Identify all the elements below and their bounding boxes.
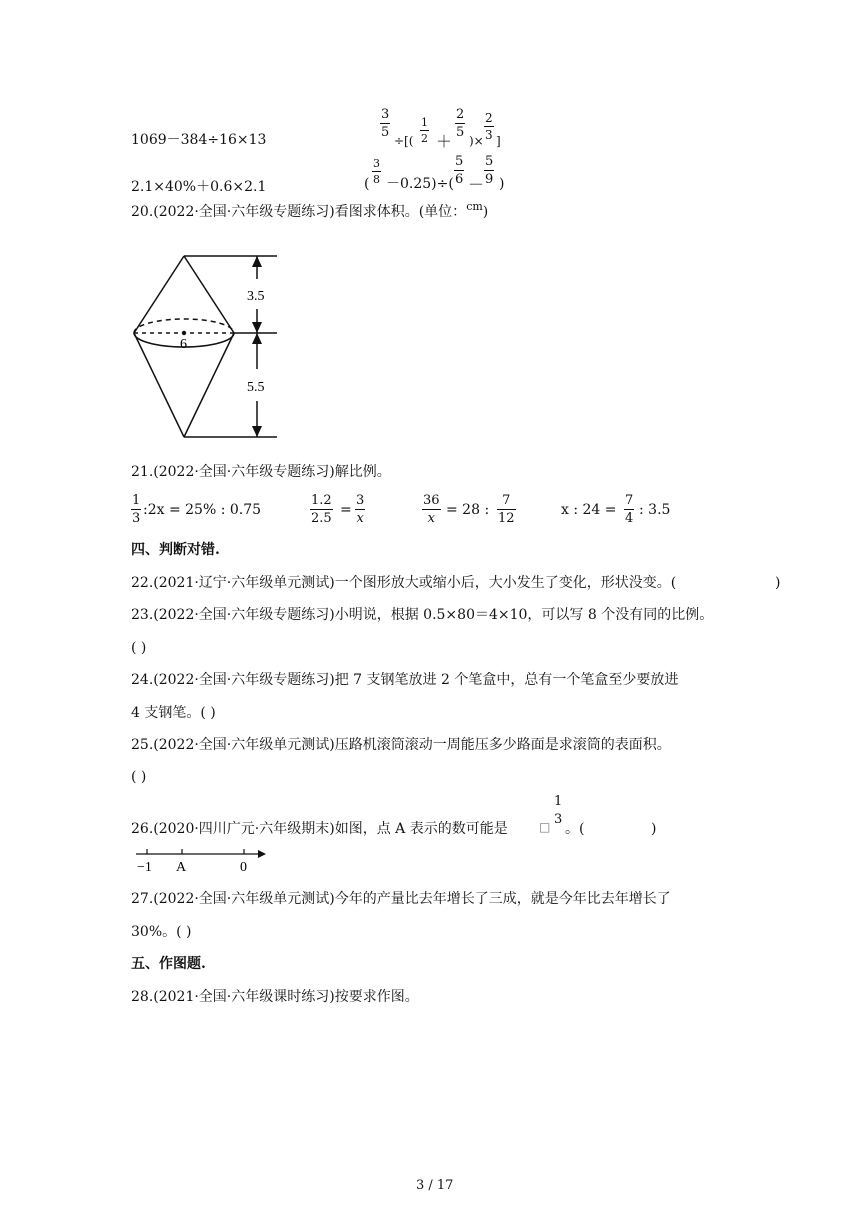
proportion-1: 1 3 :2x = 25% : 0.75: [132, 493, 262, 526]
fraction: 5 9: [485, 154, 494, 187]
fraction: 7 12: [498, 493, 515, 526]
expression-1: 1069－384÷16×13: [131, 132, 267, 148]
question-24-cont: 4 支钢笔。( ): [131, 705, 216, 721]
question-20: 20.(2022·全国·六年级专题练习)看图求体积。(单位：$^{cm}$): [131, 200, 489, 220]
fraction: 1 3: [132, 493, 141, 526]
question-23: 23.(2022·全国·六年级专题练习)小明说，根据 0.5×80＝4×10，可以写 8 个没有同的比例。: [131, 607, 714, 623]
proportion-3: 36 x = 28 : 7 12: [423, 493, 515, 526]
answer-blank: ( ): [131, 640, 147, 656]
double-cone-figure: [125, 245, 295, 450]
question-21: 21.(2022·全国·六年级专题练习)解比例。: [131, 464, 391, 480]
answer-bracket-open: 。(: [565, 821, 585, 837]
bottom-height-label: 5.5: [247, 380, 265, 395]
diameter-label: 6: [180, 337, 187, 352]
question-24: 24.(2022·全国·六年级专题练习)把 7 支钢笔放进 2 个笔盒中，总有一个笔盒至少要放进: [131, 672, 679, 688]
fraction: 2 5: [456, 107, 465, 140]
question-26: 26.(2020·四川广元·六年级期末)如图，点 A 表示的数可能是: [131, 821, 508, 837]
proportion-2: 1.2 2.5 = 3 x: [311, 493, 365, 526]
question-27-cont: 30%。( ): [131, 924, 192, 940]
answer-bracket-close: ): [651, 821, 657, 837]
fraction: 1.2 2.5: [311, 493, 332, 526]
fraction: 36 x: [423, 493, 440, 526]
question-22: 22.(2021·辽宁·六年级单元测试)一个图形放大或缩小后，大小发生了变化，形状没变。(: [131, 575, 677, 591]
tick-label: −1: [137, 860, 152, 875]
section-heading: 四、判断对错.: [131, 542, 220, 558]
fraction: 1 2: [421, 116, 428, 145]
number-line: [134, 843, 269, 875]
fraction: 3 5: [381, 107, 390, 140]
question-25: 25.(2022·全国·六年级单元测试)压路机滚筒滚动一周能压多少路面是求滚筒的表面积。: [131, 737, 671, 753]
fraction: 1 3: [554, 794, 563, 827]
question-28: 28.(2021·全国·六年级课时练习)按要求作图。: [131, 989, 419, 1005]
point-a-label: A: [176, 860, 187, 875]
expression-4: ( 3 8 －0.25)÷( 5 6 － 5 9 ): [364, 154, 505, 194]
answer-box: □: [539, 820, 551, 834]
fraction: 3 x: [356, 493, 365, 526]
question-27: 27.(2022·全国·六年级单元测试)今年的产量比去年增长了三成，就是今年比去年增长了: [131, 891, 671, 907]
tick-label: 0: [240, 860, 247, 875]
fraction: 7 4: [625, 493, 634, 526]
section-heading: 五、作图题.: [131, 956, 206, 972]
fraction: 3 8: [373, 157, 380, 186]
top-height-label: 3.5: [247, 289, 265, 304]
page-number: 3 / 17: [416, 1178, 454, 1193]
expression-3: 2.1×40%＋0.6×2.1: [131, 179, 267, 195]
fraction: 2 3: [485, 111, 493, 142]
answer-bracket-close: ): [775, 575, 781, 591]
proportion-4: x : 24 = 7 4 : 3.5: [561, 493, 671, 526]
expression-2: 3 5 ÷[( 1 2 ＋ 2 5 )× 2 3 ]: [381, 107, 501, 151]
answer-blank: ( ): [131, 769, 147, 785]
fraction: 5 6: [455, 154, 464, 187]
